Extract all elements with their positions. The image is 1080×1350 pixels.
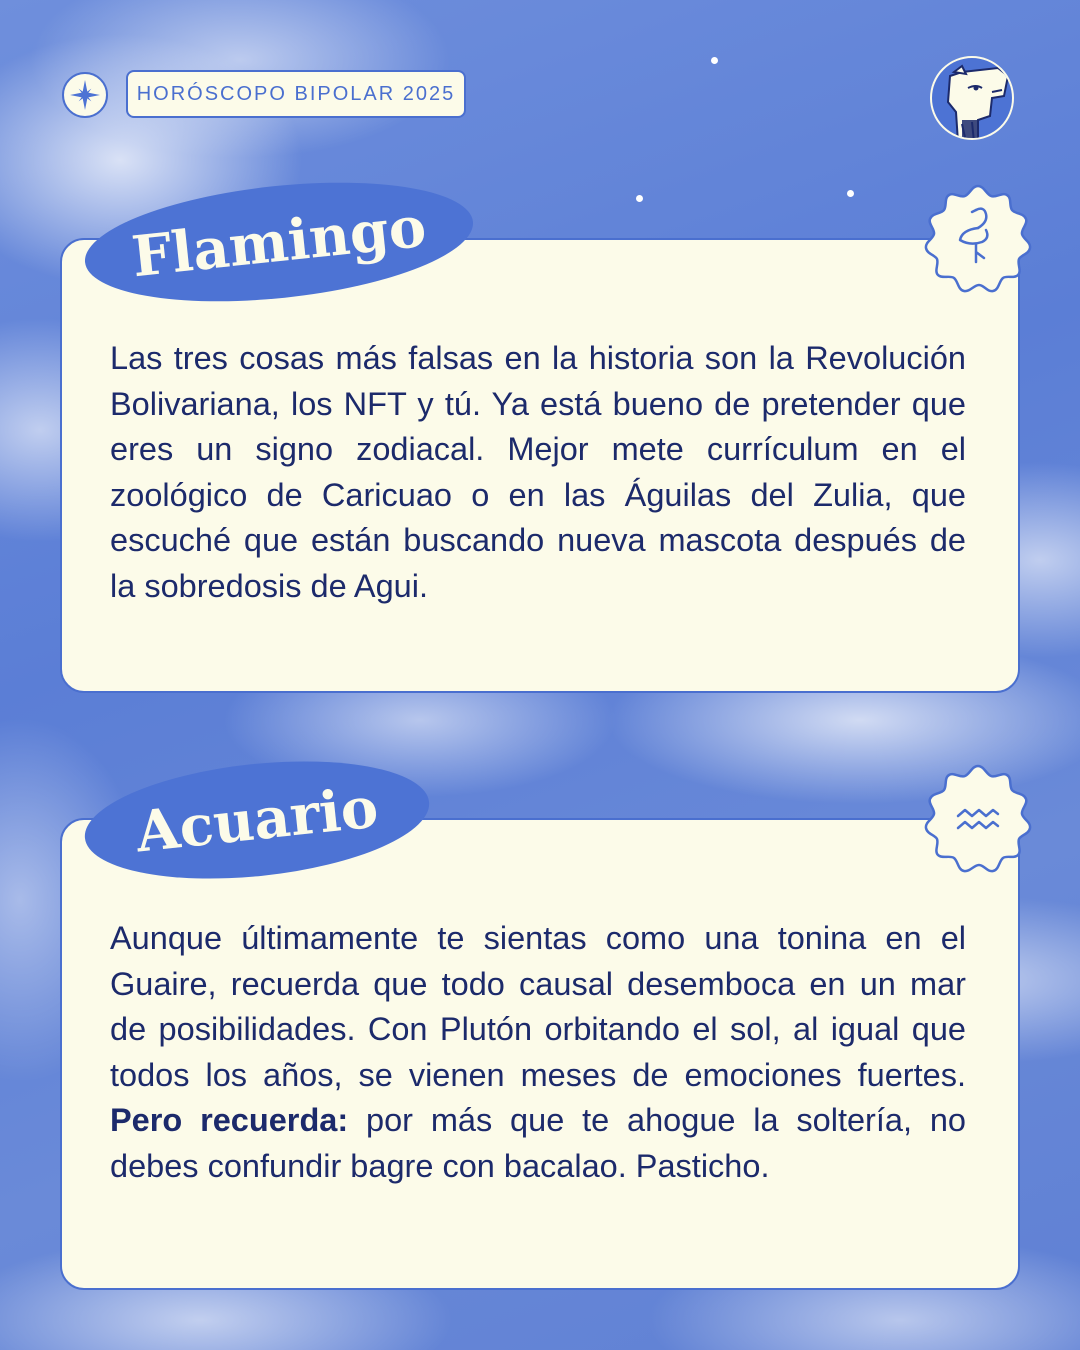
aquarius-cog-badge <box>918 760 1038 880</box>
text-bold: Pero recuerda: <box>110 1102 349 1138</box>
flamingo-cog-badge <box>918 180 1038 300</box>
capybara-mascot-icon <box>932 58 1014 140</box>
star-dot <box>711 57 718 64</box>
text-part: Aunque últimamente te sientas como una tonina en el Guaire, recuerda que todo causal desemboca en un mar de posibilidades. Con Plutón orbitando el sol, al igual que todos los años, se vienen meses de emociones fuertes. <box>110 920 966 1093</box>
horoscope-card-flamingo <box>60 238 1020 693</box>
sign-name: Flamingo <box>128 193 430 291</box>
capybara-logo <box>930 56 1014 140</box>
star-dot <box>847 190 854 197</box>
star-dot <box>636 195 643 202</box>
sign-name: Acuario <box>132 774 382 866</box>
four-point-star-icon <box>69 79 101 111</box>
horoscope-card-acuario <box>60 818 1020 1290</box>
horoscope-text: Las tres cosas más falsas en la historia son la Revolución Bolivariana, los NFT y tú. Ya está bueno de pretender que eres un signo zodiacal. Mejor mete currículum en el zoológico de Caricuao o en las Águilas del Zulia, que escuché que están buscando nueva mascota después de la sobredosis de Agui. <box>110 340 966 604</box>
horoscope-tag <box>126 70 466 118</box>
star-badge <box>62 72 108 118</box>
horoscope-text <box>110 916 966 1189</box>
text-part: por más que te ahogue la soltería, no debes confundir bagre con bacalao. Pasticho. <box>110 1102 966 1184</box>
horoscope-tag-label: HORÓSCOPO BIPOLAR 2025 <box>136 82 456 105</box>
